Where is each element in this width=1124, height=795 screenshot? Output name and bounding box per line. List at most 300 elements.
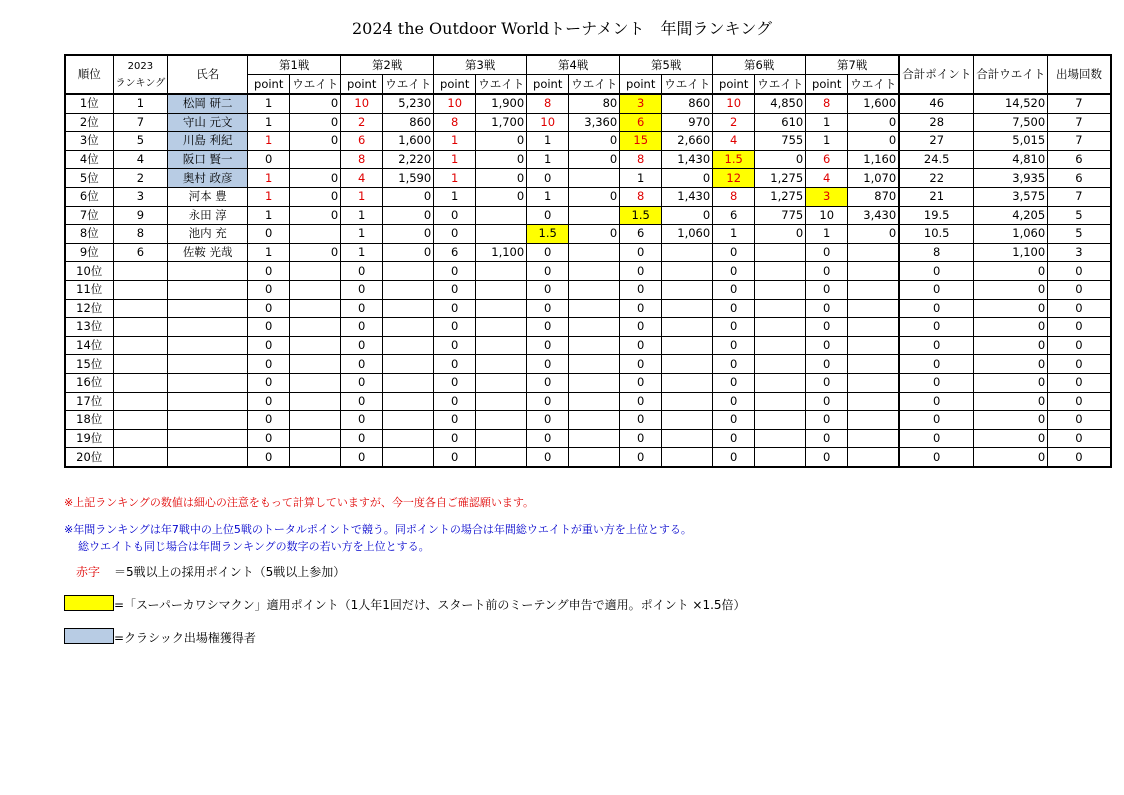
rank-cell: 5位	[65, 169, 113, 188]
name-cell	[168, 262, 248, 281]
appearances-cell: 0	[1048, 336, 1111, 355]
point-cell: 0	[248, 392, 290, 411]
prev-rank-cell: 3	[113, 187, 168, 206]
weight-cell: 0	[290, 132, 341, 151]
header-weight-round-3: ウエイト	[476, 75, 527, 95]
point-cell: 1.5	[620, 206, 662, 225]
point-cell: 0	[806, 373, 848, 392]
point-cell: 0	[806, 262, 848, 281]
point-cell: 0	[806, 318, 848, 337]
ranking-table	[64, 54, 1112, 468]
weight-cell	[476, 336, 527, 355]
weight-cell	[569, 355, 620, 374]
point-cell: 0	[434, 355, 476, 374]
weight-cell	[569, 448, 620, 467]
weight-cell	[476, 411, 527, 430]
header-point-round-2: point	[341, 75, 383, 95]
weight-cell: 0	[290, 243, 341, 262]
header-round-6: 第6戦	[713, 55, 806, 75]
appearances-cell: 0	[1048, 429, 1111, 448]
point-cell: 0	[527, 318, 569, 337]
point-cell: 12	[713, 169, 755, 188]
header-prev-rank-label: ランキング	[115, 77, 166, 89]
name-cell: 河本 豊	[168, 187, 248, 206]
ranking-body	[65, 94, 1111, 467]
weight-cell	[290, 411, 341, 430]
weight-cell: 860	[662, 94, 713, 113]
weight-cell	[383, 392, 434, 411]
weight-cell: 1,430	[662, 187, 713, 206]
table-row	[65, 243, 1111, 262]
total-points-cell: 21	[899, 187, 974, 206]
weight-cell	[755, 262, 806, 281]
point-cell: 0	[806, 392, 848, 411]
appearances-cell: 5	[1048, 225, 1111, 244]
appearances-cell: 0	[1048, 299, 1111, 318]
total-weight-cell: 0	[974, 262, 1048, 281]
weight-cell: 0	[290, 187, 341, 206]
weight-cell	[848, 392, 900, 411]
prev-rank-cell	[113, 355, 168, 374]
weight-cell	[290, 448, 341, 467]
appearances-cell: 0	[1048, 411, 1111, 430]
prev-rank-cell: 1	[113, 94, 168, 113]
weight-cell	[290, 392, 341, 411]
weight-cell	[476, 392, 527, 411]
total-points-cell: 0	[899, 262, 974, 281]
point-cell: 6	[713, 206, 755, 225]
point-cell: 0	[341, 336, 383, 355]
name-cell: 永田 淳	[168, 206, 248, 225]
prev-rank-cell	[113, 280, 168, 299]
weight-cell: 80	[569, 94, 620, 113]
weight-cell	[848, 280, 900, 299]
point-cell: 8	[806, 94, 848, 113]
rank-cell: 2位	[65, 113, 113, 132]
rank-cell: 9位	[65, 243, 113, 262]
appearances-cell: 7	[1048, 187, 1111, 206]
point-cell: 2	[341, 113, 383, 132]
point-cell: 0	[434, 392, 476, 411]
weight-cell: 0	[290, 113, 341, 132]
weight-cell: 0	[848, 225, 900, 244]
appearances-cell: 0	[1048, 280, 1111, 299]
table-row	[65, 355, 1111, 374]
weight-cell	[290, 429, 341, 448]
point-cell: 0	[620, 373, 662, 392]
name-cell: 川島 利紀	[168, 132, 248, 151]
total-weight-cell: 0	[974, 280, 1048, 299]
point-cell: 0	[713, 299, 755, 318]
total-points-cell: 0	[899, 411, 974, 430]
point-cell: 0	[248, 299, 290, 318]
prev-rank-cell	[113, 429, 168, 448]
point-cell: 0	[341, 429, 383, 448]
point-cell: 0	[620, 336, 662, 355]
point-cell: 0	[248, 262, 290, 281]
point-cell: 1	[248, 243, 290, 262]
point-cell: 4	[806, 169, 848, 188]
header-prev-rank-year: 2023	[127, 60, 154, 72]
point-cell: 0	[434, 429, 476, 448]
point-cell: 6	[806, 150, 848, 169]
weight-cell: 755	[755, 132, 806, 151]
legend-red-label: 赤字	[76, 565, 101, 579]
header-weight-round-6: ウエイト	[755, 75, 806, 95]
weight-cell	[476, 262, 527, 281]
table-row	[65, 206, 1111, 225]
total-weight-cell: 0	[974, 299, 1048, 318]
weight-cell	[569, 206, 620, 225]
rank-cell: 16位	[65, 373, 113, 392]
header-prev-rank	[113, 55, 168, 94]
weight-cell: 0	[383, 187, 434, 206]
header-point-round-6: point	[713, 75, 755, 95]
weight-cell	[290, 280, 341, 299]
weight-cell	[383, 373, 434, 392]
appearances-cell: 6	[1048, 150, 1111, 169]
weight-cell: 1,070	[848, 169, 900, 188]
point-cell: 0	[620, 411, 662, 430]
point-cell: 1.5	[713, 150, 755, 169]
weight-cell	[383, 336, 434, 355]
weight-cell	[662, 355, 713, 374]
weight-cell: 1,160	[848, 150, 900, 169]
header-rank: 順位	[65, 55, 113, 94]
header-point-round-4: point	[527, 75, 569, 95]
point-cell: 4	[713, 132, 755, 151]
name-cell	[168, 448, 248, 467]
point-cell: 0	[527, 243, 569, 262]
weight-cell: 0	[848, 132, 900, 151]
weight-cell: 775	[755, 206, 806, 225]
weight-cell	[569, 169, 620, 188]
point-cell: 8	[713, 187, 755, 206]
weight-cell: 1,430	[662, 150, 713, 169]
point-cell: 1	[341, 206, 383, 225]
header-appearances: 出場回数	[1048, 55, 1111, 94]
weight-cell	[662, 318, 713, 337]
weight-cell	[569, 280, 620, 299]
header-name: 氏名	[168, 55, 248, 94]
appearances-cell: 0	[1048, 262, 1111, 281]
weight-cell	[755, 411, 806, 430]
point-cell: 0	[713, 392, 755, 411]
prev-rank-cell	[113, 411, 168, 430]
weight-cell: 0	[476, 187, 527, 206]
weight-cell	[848, 429, 900, 448]
prev-rank-cell	[113, 318, 168, 337]
weight-cell	[290, 262, 341, 281]
prev-rank-cell: 9	[113, 206, 168, 225]
rank-cell: 3位	[65, 132, 113, 151]
header-weight-round-2: ウエイト	[383, 75, 434, 95]
point-cell: 6	[434, 243, 476, 262]
weight-cell: 2,220	[383, 150, 434, 169]
name-cell	[168, 392, 248, 411]
weight-cell	[476, 206, 527, 225]
appearances-cell: 7	[1048, 132, 1111, 151]
point-cell: 1	[341, 225, 383, 244]
point-cell: 0	[713, 280, 755, 299]
total-points-cell: 0	[899, 373, 974, 392]
point-cell: 1	[527, 150, 569, 169]
weight-cell: 0	[848, 113, 900, 132]
point-cell: 0	[341, 280, 383, 299]
weight-cell: 0	[290, 169, 341, 188]
point-cell: 10	[713, 94, 755, 113]
weight-cell: 0	[383, 225, 434, 244]
name-cell: 佐鞍 光哉	[168, 243, 248, 262]
weight-cell: 0	[476, 150, 527, 169]
table-row	[65, 225, 1111, 244]
weight-cell: 860	[383, 113, 434, 132]
point-cell: 0	[341, 299, 383, 318]
weight-cell	[383, 355, 434, 374]
total-weight-cell: 0	[974, 448, 1048, 467]
weight-cell: 1,060	[662, 225, 713, 244]
prev-rank-cell: 2	[113, 169, 168, 188]
weight-cell	[476, 299, 527, 318]
weight-cell	[662, 448, 713, 467]
rank-cell: 18位	[65, 411, 113, 430]
point-cell: 0	[806, 280, 848, 299]
weight-cell	[290, 318, 341, 337]
name-cell	[168, 373, 248, 392]
weight-cell: 0	[755, 150, 806, 169]
point-cell: 0	[713, 448, 755, 467]
appearances-cell: 0	[1048, 448, 1111, 467]
header-weight-round-5: ウエイト	[662, 75, 713, 95]
point-cell: 0	[341, 392, 383, 411]
appearances-cell: 5	[1048, 206, 1111, 225]
point-cell: 0	[248, 280, 290, 299]
weight-cell: 0	[290, 94, 341, 113]
table-row	[65, 280, 1111, 299]
weight-cell: 1,900	[476, 94, 527, 113]
weight-cell	[569, 299, 620, 318]
total-weight-cell: 0	[974, 429, 1048, 448]
weight-cell: 0	[476, 132, 527, 151]
point-cell: 1	[248, 169, 290, 188]
point-cell: 1	[806, 225, 848, 244]
weight-cell: 970	[662, 113, 713, 132]
name-cell: 阪口 賢一	[168, 150, 248, 169]
weight-cell	[383, 448, 434, 467]
total-points-cell: 0	[899, 299, 974, 318]
point-cell: 1	[620, 169, 662, 188]
header-point-round-3: point	[434, 75, 476, 95]
table-row	[65, 336, 1111, 355]
prev-rank-cell	[113, 262, 168, 281]
note-rule-1: ※年間ランキングは年7戦中の上位5戦のトータルポイントで競う。同ポイントの場合は年間総ウエイトが重い方を上位とする。	[64, 523, 692, 536]
name-cell: 池内 充	[168, 225, 248, 244]
point-cell: 1	[341, 187, 383, 206]
point-cell: 0	[527, 280, 569, 299]
weight-cell: 610	[755, 113, 806, 132]
rank-cell: 15位	[65, 355, 113, 374]
point-cell: 10	[341, 94, 383, 113]
point-cell: 0	[527, 299, 569, 318]
weight-cell	[848, 336, 900, 355]
header-weight-round-1: ウエイト	[290, 75, 341, 95]
point-cell: 0	[434, 318, 476, 337]
weight-cell	[383, 299, 434, 318]
total-points-cell: 27	[899, 132, 974, 151]
weight-cell	[755, 318, 806, 337]
point-cell: 0	[806, 411, 848, 430]
point-cell: 0	[527, 373, 569, 392]
weight-cell	[569, 429, 620, 448]
weight-cell	[476, 355, 527, 374]
appearances-cell: 7	[1048, 113, 1111, 132]
point-cell: 0	[620, 392, 662, 411]
point-cell: 1	[248, 113, 290, 132]
point-cell: 0	[713, 318, 755, 337]
weight-cell: 0	[383, 206, 434, 225]
point-cell: 0	[527, 206, 569, 225]
weight-cell: 3,430	[848, 206, 900, 225]
table-row	[65, 113, 1111, 132]
weight-cell: 0	[569, 150, 620, 169]
table-row	[65, 299, 1111, 318]
weight-cell	[848, 355, 900, 374]
point-cell: 0	[434, 336, 476, 355]
rank-cell: 19位	[65, 429, 113, 448]
point-cell: 0	[620, 299, 662, 318]
legend-blue-swatch	[64, 628, 114, 644]
point-cell: 0	[248, 225, 290, 244]
total-weight-cell: 3,935	[974, 169, 1048, 188]
point-cell: 0	[806, 336, 848, 355]
point-cell: 8	[620, 150, 662, 169]
table-row	[65, 132, 1111, 151]
total-points-cell: 46	[899, 94, 974, 113]
prev-rank-cell: 4	[113, 150, 168, 169]
point-cell: 0	[341, 262, 383, 281]
prev-rank-cell	[113, 336, 168, 355]
total-points-cell: 0	[899, 318, 974, 337]
point-cell: 10	[527, 113, 569, 132]
point-cell: 0	[713, 373, 755, 392]
note-rule-2: 総ウエイトも同じ場合は年間ランキングの数字の若い方を上位とする。	[78, 540, 430, 553]
weight-cell	[848, 262, 900, 281]
header-weight-round-4: ウエイト	[569, 75, 620, 95]
weight-cell	[848, 373, 900, 392]
point-cell: 0	[806, 243, 848, 262]
total-weight-cell: 5,015	[974, 132, 1048, 151]
header-point-round-7: point	[806, 75, 848, 95]
point-cell: 0	[713, 429, 755, 448]
weight-cell	[476, 280, 527, 299]
table-row	[65, 429, 1111, 448]
prev-rank-cell: 7	[113, 113, 168, 132]
weight-cell	[290, 150, 341, 169]
point-cell: 4	[341, 169, 383, 188]
weight-cell	[755, 429, 806, 448]
weight-cell	[662, 429, 713, 448]
point-cell: 0	[434, 411, 476, 430]
weight-cell	[662, 280, 713, 299]
weight-cell	[662, 373, 713, 392]
point-cell: 0	[341, 448, 383, 467]
weight-cell: 0	[662, 206, 713, 225]
total-weight-cell: 1,100	[974, 243, 1048, 262]
total-weight-cell: 1,060	[974, 225, 1048, 244]
total-points-cell: 0	[899, 392, 974, 411]
header-round-3: 第3戦	[434, 55, 527, 75]
rank-cell: 6位	[65, 187, 113, 206]
header-round-1: 第1戦	[248, 55, 341, 75]
appearances-cell: 0	[1048, 373, 1111, 392]
point-cell: 0	[434, 206, 476, 225]
header-total-weight: 合計ウエイト	[974, 55, 1048, 94]
point-cell: 0	[248, 373, 290, 392]
weight-cell: 1,275	[755, 169, 806, 188]
appearances-cell: 0	[1048, 318, 1111, 337]
page-title: 2024 the Outdoor Worldトーナメント 年間ランキング	[351, 19, 773, 38]
point-cell: 0	[806, 429, 848, 448]
point-cell: 6	[620, 225, 662, 244]
total-points-cell: 0	[899, 429, 974, 448]
rank-cell: 7位	[65, 206, 113, 225]
weight-cell	[662, 299, 713, 318]
point-cell: 0	[806, 299, 848, 318]
weight-cell	[848, 243, 900, 262]
point-cell: 0	[620, 243, 662, 262]
weight-cell	[755, 392, 806, 411]
prev-rank-cell: 6	[113, 243, 168, 262]
weight-cell	[569, 336, 620, 355]
point-cell: 8	[434, 113, 476, 132]
weight-cell	[755, 336, 806, 355]
total-points-cell: 0	[899, 280, 974, 299]
total-points-cell: 0	[899, 448, 974, 467]
weight-cell	[383, 262, 434, 281]
point-cell: 0	[248, 429, 290, 448]
point-cell: 8	[527, 94, 569, 113]
appearances-cell: 3	[1048, 243, 1111, 262]
point-cell: 0	[806, 355, 848, 374]
point-cell: 0	[248, 150, 290, 169]
weight-cell	[662, 392, 713, 411]
weight-cell: 1,100	[476, 243, 527, 262]
table-row	[65, 318, 1111, 337]
weight-cell	[290, 336, 341, 355]
weight-cell	[662, 243, 713, 262]
weight-cell	[848, 448, 900, 467]
weight-cell: 0	[755, 225, 806, 244]
header-round-4: 第4戦	[527, 55, 620, 75]
table-row	[65, 448, 1111, 467]
rank-cell: 13位	[65, 318, 113, 337]
point-cell: 0	[341, 355, 383, 374]
prev-rank-cell	[113, 373, 168, 392]
rank-cell: 1位	[65, 94, 113, 113]
point-cell: 1	[434, 187, 476, 206]
name-cell	[168, 411, 248, 430]
weight-cell	[569, 392, 620, 411]
prev-rank-cell	[113, 448, 168, 467]
weight-cell: 1,600	[383, 132, 434, 151]
table-row	[65, 187, 1111, 206]
point-cell: 3	[620, 94, 662, 113]
appearances-cell: 6	[1048, 169, 1111, 188]
weight-cell: 870	[848, 187, 900, 206]
total-points-cell: 0	[899, 355, 974, 374]
legend-red-desc: ＝5戦以上の採用ポイント（5戦以上参加）	[114, 565, 346, 579]
total-points-cell: 22	[899, 169, 974, 188]
